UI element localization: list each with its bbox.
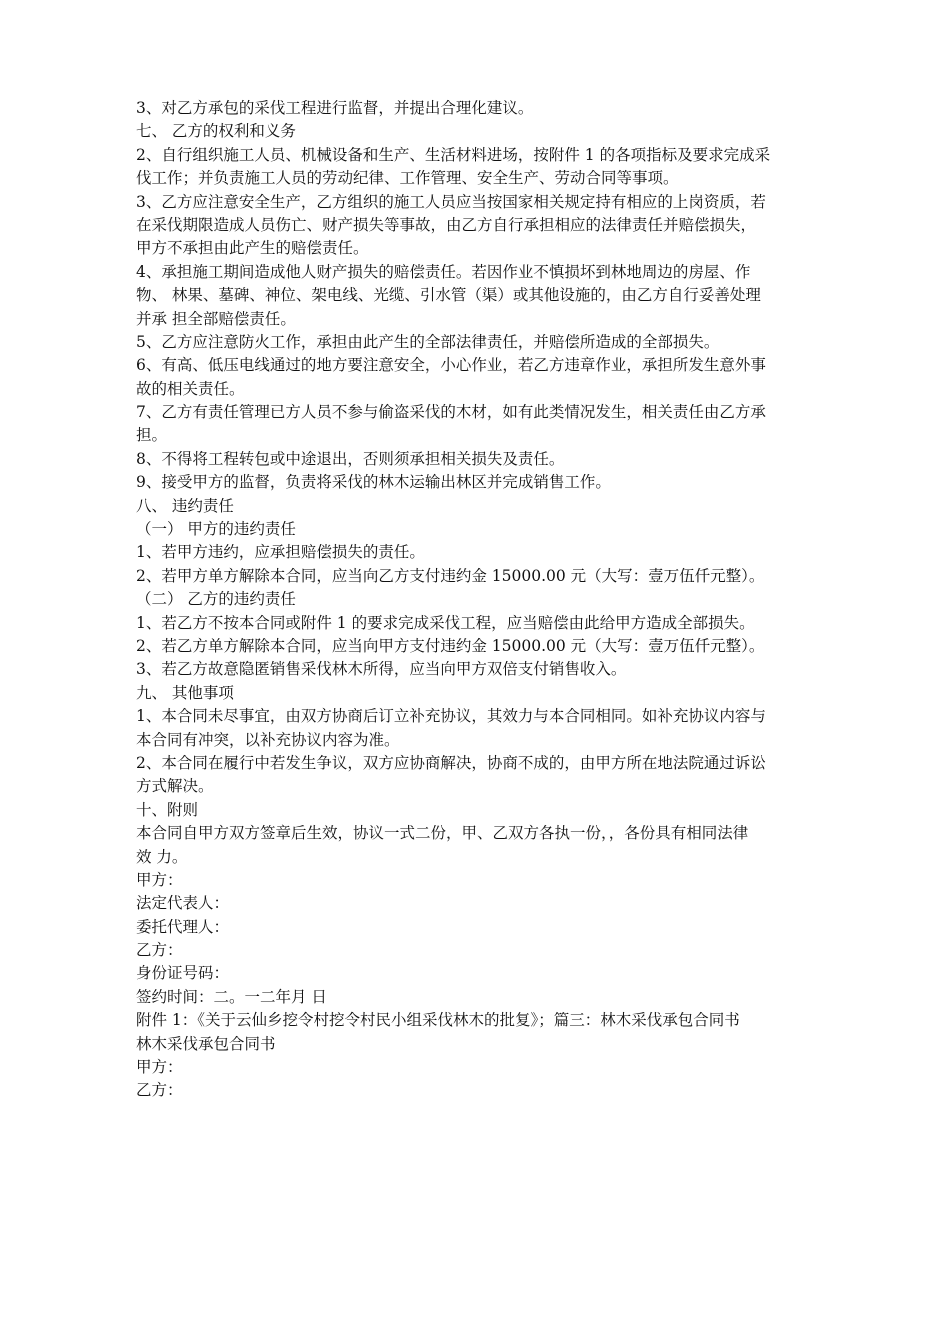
text-line: 效 力。 bbox=[136, 847, 188, 866]
signature-field-party-a: 甲方： bbox=[136, 870, 183, 889]
subsection-heading: （二） 乙方的违约责任 bbox=[136, 590, 296, 609]
text-line: 2、本合同在履行中若发生争议，双方应协商解决，协商不成的，由甲方所在地法院通过诉讼 bbox=[136, 753, 766, 772]
text-line: 在采伐期限造成人员伤亡、财产损失等事故，由乙方自行承担相应的法律责任并赔偿损失， bbox=[136, 215, 757, 234]
signature-field-party-b: 乙方： bbox=[136, 941, 183, 960]
text-line: 2、自行组织施工人员、机械设备和生产、生活材料进场，按附件 1 的各项指标及要求完成采 bbox=[136, 145, 771, 164]
text-line: 1、若乙方不按本合同或附件 1 的要求完成采伐工程，应当赔偿由此给甲方造成全部损失。 bbox=[136, 613, 755, 632]
text-line: 3、对乙方承包的采伐工程进行监督，并提出合理化建议。 bbox=[136, 99, 534, 117]
document-title: 林木采伐承包合同书 bbox=[136, 1034, 276, 1053]
text-line: 1、若甲方违约，应承担赔偿损失的责任。 bbox=[136, 543, 425, 562]
section-heading: 九、 其他事项 bbox=[136, 683, 234, 702]
text-line: 9、接受甲方的监督，负责将采伐的林木运输出林区并完成销售工作。 bbox=[136, 473, 611, 492]
text-line: 6、有高、低压电线通过的地方要注意安全，小心作业，若乙方违章作业，承担所发生意外事 bbox=[136, 356, 766, 375]
text-line: 并承 担全部赔偿责任。 bbox=[136, 309, 296, 328]
text-line: 2、若乙方单方解除本合同，应当向甲方支付违约金 15000.00 元（大写：壹万伍仟元整）。 bbox=[136, 636, 765, 655]
text-line: 物、 林果、墓碑、神位、架电线、光缆、引水管（渠）或其他设施的，由乙方自行妥善处理 bbox=[136, 286, 761, 305]
section-heading: 八、 违约责任 bbox=[136, 496, 234, 515]
subsection-heading: （一） 甲方的违约责任 bbox=[136, 520, 296, 539]
section-heading: 十、附则 bbox=[136, 800, 199, 819]
text-line: 5、乙方应注意防火工作，承担由此产生的全部法律责任，并赔偿所造成的全部损失。 bbox=[136, 332, 720, 351]
text-line: 担。 bbox=[136, 426, 168, 445]
attachment-line: 附件 1：《关于云仙乡挖令村挖令村民小组采伐林木的批复》；篇三：林木采伐承包合同书 bbox=[136, 1011, 740, 1030]
text-line: 方式解决。 bbox=[136, 777, 214, 796]
text-line: 本合同自甲方双方签章后生效，协议一式二份，甲、乙双方各执一份，，各份具有相同法律 bbox=[136, 824, 749, 843]
text-line: 1、本合同未尽事宜，由双方协商后订立补充协议，其效力与本合同相同。如补充协议内容与 bbox=[136, 707, 766, 726]
text-line: 甲方不承担由此产生的赔偿责任。 bbox=[136, 239, 369, 258]
text-line: 7、乙方有责任管理已方人员不参与偷盗采伐的木材，如有此类情况发生，相关责任由乙方承 bbox=[136, 403, 766, 422]
text-line: 2、若甲方单方解除本合同，应当向乙方支付违约金 15000.00 元（大写：壹万伍仟元整）。 bbox=[136, 566, 765, 585]
section-heading: 七、 乙方的权利和义务 bbox=[136, 122, 296, 141]
text-line: 3、乙方应注意安全生产，乙方组织的施工人员应当按国家相关规定持有相应的上岗资质，若 bbox=[136, 192, 766, 211]
text-line: 故的相关责任。 bbox=[136, 379, 245, 398]
text-line: 伐工作；并负责施工人员的劳动纪律、工作管理、安全生产、劳动合同等事项。 bbox=[136, 169, 679, 188]
text-line: 8、不得将工程转包或中途退出，否则须承担相关损失及责任。 bbox=[136, 449, 565, 468]
text-line: 本合同有冲突，以补充协议内容为准。 bbox=[136, 730, 400, 749]
text-line: 4、承担施工期间造成他人财产损失的赔偿责任。若因作业不慎损坏到林地周边的房屋、作 bbox=[136, 262, 751, 281]
signature-field-legal-rep: 法定代表人： bbox=[136, 894, 230, 913]
document-page bbox=[136, 97, 832, 1103]
signature-field-id-number: 身份证号码： bbox=[136, 964, 230, 983]
signature-field-date: 签约时间：二。一二年月 日 bbox=[136, 987, 327, 1006]
signature-field-party-a: 甲方： bbox=[136, 1058, 183, 1077]
signature-field-party-b: 乙方： bbox=[136, 1081, 183, 1100]
signature-field-agent: 委托代理人： bbox=[136, 917, 230, 936]
text-line: 3、若乙方故意隐匿销售采伐林木所得，应当向甲方双倍支付销售收入。 bbox=[136, 660, 627, 679]
